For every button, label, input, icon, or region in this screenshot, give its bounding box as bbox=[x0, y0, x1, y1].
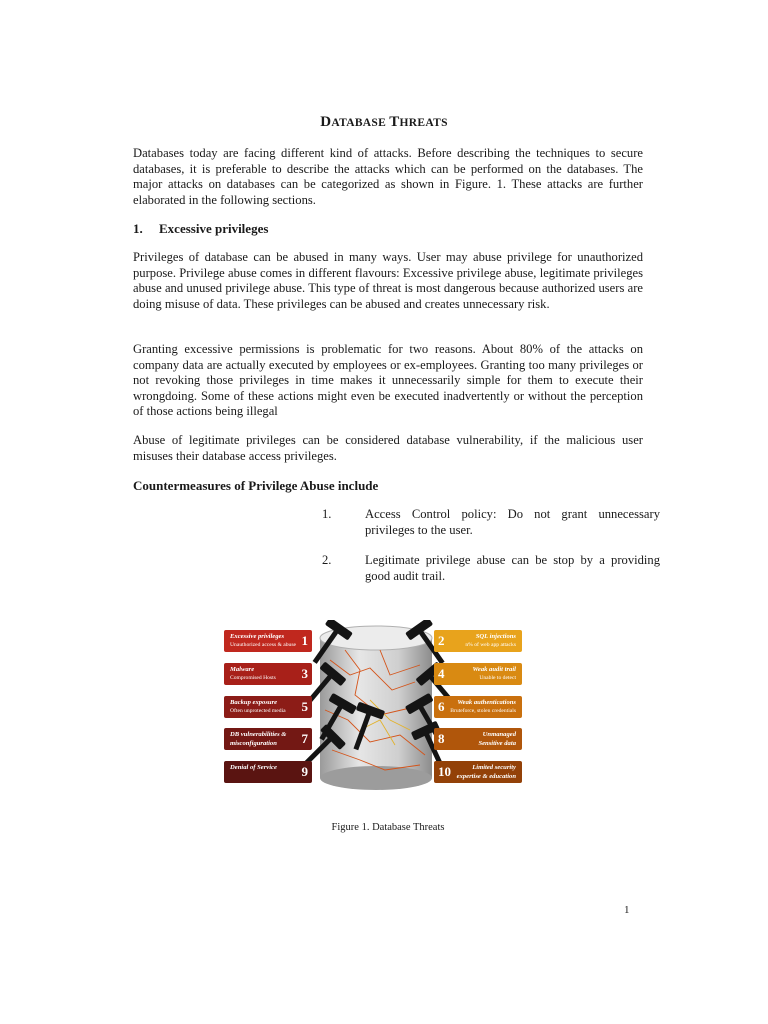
body-paragraph: Privileges of database can be abused in many ways. User may abuse privilege for unauthorized purpose. Privilege abuse comes in different flavours: Excessive privilege abuse, legitimate privileges abuse and unused privilege abuse. This type of threat is most dangerous because authorized users are doing misuse of data. These privileges can be abused and creates unnecessary risk. bbox=[133, 250, 643, 311]
page-number: 1 bbox=[624, 904, 630, 916]
threat-title: Weak authentications bbox=[457, 699, 516, 706]
section-number: 1. bbox=[133, 221, 143, 236]
threat-title: SQL injections bbox=[475, 633, 516, 640]
threat-number: 3 bbox=[301, 666, 308, 681]
threat-badge bbox=[434, 663, 522, 685]
threat-subtitle: expertise & education bbox=[456, 773, 516, 780]
intro-paragraph: Databases today are facing different kind of attacks. Before describing the techniques to secure databases, it is preferable to describe the attacks which can be performed on the databases. The major attacks on databases can be categorized as shown in Figure. 1. These attacks are further elaborated in the following sections. bbox=[133, 146, 643, 207]
cylinder-bottom bbox=[320, 766, 432, 790]
threat-badge bbox=[224, 761, 312, 783]
threat-title: Weak audit trail bbox=[472, 666, 516, 673]
list-item-number: 1. bbox=[322, 507, 332, 521]
threat-title: Excessive privileges bbox=[230, 633, 285, 640]
threat-number: 4 bbox=[438, 666, 445, 681]
threat-title: Backup exposure bbox=[230, 699, 278, 706]
title-initial-1: D bbox=[320, 114, 332, 130]
threat-subtitle: n% of web app attacks bbox=[465, 642, 516, 648]
body-paragraph: Abuse of legitimate privileges can be considered database vulnerability, if the malicious user misuses their database access privileges. bbox=[133, 433, 643, 463]
database-threats-figure bbox=[220, 620, 530, 795]
section-heading bbox=[133, 221, 268, 237]
threat-number: 9 bbox=[301, 764, 308, 779]
threat-badge bbox=[434, 630, 522, 652]
threat-subtitle: Compromised Hosts bbox=[230, 675, 276, 681]
threat-number: 6 bbox=[438, 699, 445, 714]
threat-subtitle: Bruteforce, stolen credentials bbox=[450, 708, 516, 714]
threat-number: 10 bbox=[438, 764, 451, 779]
threat-badge bbox=[434, 696, 522, 718]
threat-title: Unmanaged bbox=[482, 731, 516, 738]
threat-number: 1 bbox=[301, 633, 308, 648]
threat-number: 5 bbox=[301, 699, 308, 714]
title-initial-2: T bbox=[389, 114, 400, 130]
figure-caption: Figure 1. Database Threats bbox=[331, 822, 445, 833]
threat-title: DB vulnerabilities & bbox=[230, 731, 287, 738]
threat-subtitle: misconfiguration bbox=[230, 740, 277, 747]
threat-badge bbox=[224, 663, 312, 685]
threat-badge bbox=[224, 630, 312, 652]
threat-subtitle: Unauthorized access & abuse bbox=[230, 642, 297, 648]
threat-number: 2 bbox=[438, 633, 445, 648]
threat-number: 7 bbox=[301, 731, 308, 746]
threat-badge bbox=[224, 728, 312, 750]
threat-badge bbox=[224, 696, 312, 718]
threat-badge bbox=[434, 728, 522, 750]
page-title bbox=[0, 114, 768, 131]
threat-title: Malware bbox=[230, 666, 255, 673]
list-item-text: Legitimate privilege abuse can be stop by a providing good audit trail. bbox=[365, 553, 660, 583]
countermeasures-heading: Countermeasures of Privilege Abuse include bbox=[133, 478, 379, 493]
threat-subtitle: Unable to detect bbox=[479, 675, 516, 681]
list-item-number: 2. bbox=[322, 553, 332, 567]
section-title: Excessive privileges bbox=[159, 221, 269, 236]
title-rest-1: ATABASE bbox=[331, 117, 390, 129]
threat-subtitle: Sensitive data bbox=[478, 740, 516, 747]
title-rest-2: HREATS bbox=[399, 117, 448, 129]
list-item-text: Access Control policy: Do not grant unnecessary privileges to the user. bbox=[365, 507, 660, 537]
threat-title: Denial of Service bbox=[230, 764, 277, 771]
threat-title: Limited security bbox=[472, 764, 516, 771]
threat-number: 8 bbox=[438, 731, 445, 746]
threat-subtitle: Often unprotected media bbox=[230, 708, 286, 714]
threat-badge bbox=[434, 761, 522, 783]
body-paragraph: Granting excessive permissions is problematic for two reasons. About 80% of the attacks on company data are actually executed by employees or ex-employees. Granting too many privileges or not revoking those privileges in time makes it unnecessarily simple for them to execute their wrongdoing. Some of these actions might even be executed inadvertently or without the perception of those actions being illegal bbox=[133, 342, 643, 419]
